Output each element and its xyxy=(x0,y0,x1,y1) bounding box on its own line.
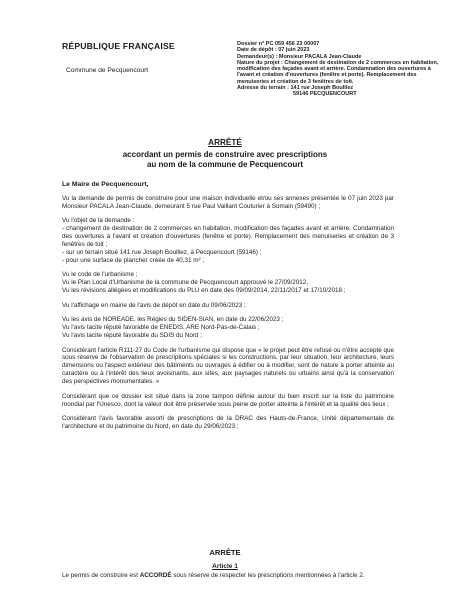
article-1-decision-word: ACCORDÉ xyxy=(139,572,172,579)
paragraph-drac-opinion: Considérant l'avis favorable assorti de prescriptions de la DRAC des Hauts-de-France, Unité départementale de l'architecture et du patrimoine du Nord, en date du 29/06/2023 ; xyxy=(62,415,394,430)
plu-approval: Vu le Plan Local d'Urbanisme de la commune de Pecquencourt approuvé le 27/09/2012, xyxy=(62,279,309,287)
decree-title-line2: accordant un permis de construire avec prescriptions xyxy=(122,150,328,159)
commune-name: Commune de Pecquencourt xyxy=(66,67,149,74)
paragraph-object xyxy=(62,217,394,264)
opinion-noreade: Vu les avis de NOREADE, les Régies du SIDEN-SIAN, en date du 22/06/2023 ; xyxy=(62,316,284,324)
paragraph-unesco-zone: Considérant que ce dossier est situé dans la zone tampon définie autour du bien inscrit sur la liste du patrimoine mondial par l'Unesco, dont la valeur doit être préservée sous peine de porter atteinte à l'intérêt et la qualité des lieux ; xyxy=(62,392,394,408)
decision-heading: ARRÊTE xyxy=(209,548,241,557)
opinion-enedis: Vu l'avis tacite réputé favorable de ENEDIS, ARE Nord-Pas-de-Calais ; xyxy=(62,324,260,332)
paragraph-application: Vu la demande de permis de construire pour une maison individuelle et/ou ses annexes présentée le 07 juin 2023 par Monsieur PACALA Jean-Claude, demeurant 5 rue Paul Vaillant Couturier à Somain (59490) ; xyxy=(62,195,394,210)
object-item-site: - sur un terrain situé 141 rue Joseph Boulliez, à Pecquencourt (59146) ; xyxy=(62,249,262,257)
decree-title-line3: au nom de la commune de Pecquencourt xyxy=(146,160,304,169)
filing-date: Date de dépôt : 07 juin 2023 xyxy=(237,47,310,54)
paragraph-opinions xyxy=(62,316,394,340)
applicant: Demandeur(s) : Monsieur PACALA Jean-Claude xyxy=(237,53,362,60)
site-address: Adresse du terrain : 141 rue Joseph Boulliez xyxy=(237,85,354,92)
dossier-number: Dossier n° PC 059 456 23 00007 xyxy=(237,41,320,47)
article-1-title: Article 1 xyxy=(212,563,238,570)
project-nature: Nature du projet : Changement de destination de 2 commerces en habitation, modification des façades avant et arrière. Condamnation des ouvertures à l'avant et création d'ouvertures (fenêtre et porte). Remplacement des menuiseries et création de 3 fenêtres de toit. xyxy=(237,59,439,85)
site-postcode-city: 59146 PECQUENCOURT xyxy=(293,91,357,98)
paragraph-posting: Vu l'affichage en mairie de l'avis de dépôt en date du 09/06/2023 ; xyxy=(62,301,246,309)
decree-title xyxy=(100,138,350,170)
article-1-text xyxy=(62,572,394,580)
decree-title-main: ARRÊTÉ xyxy=(208,138,242,147)
paragraph-article-r111-27: Considérant l'article R111-27 du Code de l'urbanisme qui dispose que « le projet peut être refusé ou n'être accepté que sous réserve de l'observation de prescriptions spéciales si les constructions, par leur situation, leur architecture, leurs dimensions ou l'aspect extérieur des bâtiments ou ouvrages à édifier ou à modifier, sont de nature à porter atteinte au caractère ou à l'intérêt des lieux avoisinants, aux sites, aux paysages naturels ou urbains ainsi qu'à la conservation des perspectives monumentales. » xyxy=(62,346,394,386)
mayor-heading: Le Maire de Pecquencourt, xyxy=(62,181,149,188)
urbanism-code: Vu le code de l'urbanisme ; xyxy=(62,271,138,279)
object-intro: Vu l'objet de la demande : xyxy=(62,217,135,225)
opinion-sdis: Vu l'avis tacite réputé favorable du SDIS du Nord ; xyxy=(62,332,202,340)
decree-body xyxy=(62,195,394,438)
article-1-text-before: Le permis de construire est xyxy=(62,572,140,579)
dossier-info-block xyxy=(237,41,445,98)
paragraph-urbanism-code xyxy=(62,271,394,295)
plu-revisions: Vu les révisions allégées et modifications du PLU en date des 09/09/2014, 22/11/2017 et 17/10/2018 ; xyxy=(62,287,346,295)
object-item-works: - changement de destination de 2 commerces en habitation, modification des façades avant et arrière. Condamnation des ouvertures à l'avant et création d'ouvertures (fenêtre et porte). Remplacement des menuiseries et création de 3 fenêtres de toit ; xyxy=(62,225,394,249)
object-item-surface: - pour une surface de plancher créée de 40,31 m² ; xyxy=(62,256,205,264)
article-1-text-after: sous réserve de respecter les prescriptions mentionnées à l'article 2. xyxy=(171,572,365,579)
republic-heading: RÉPUBLIQUE FRANÇAISE xyxy=(62,41,175,51)
